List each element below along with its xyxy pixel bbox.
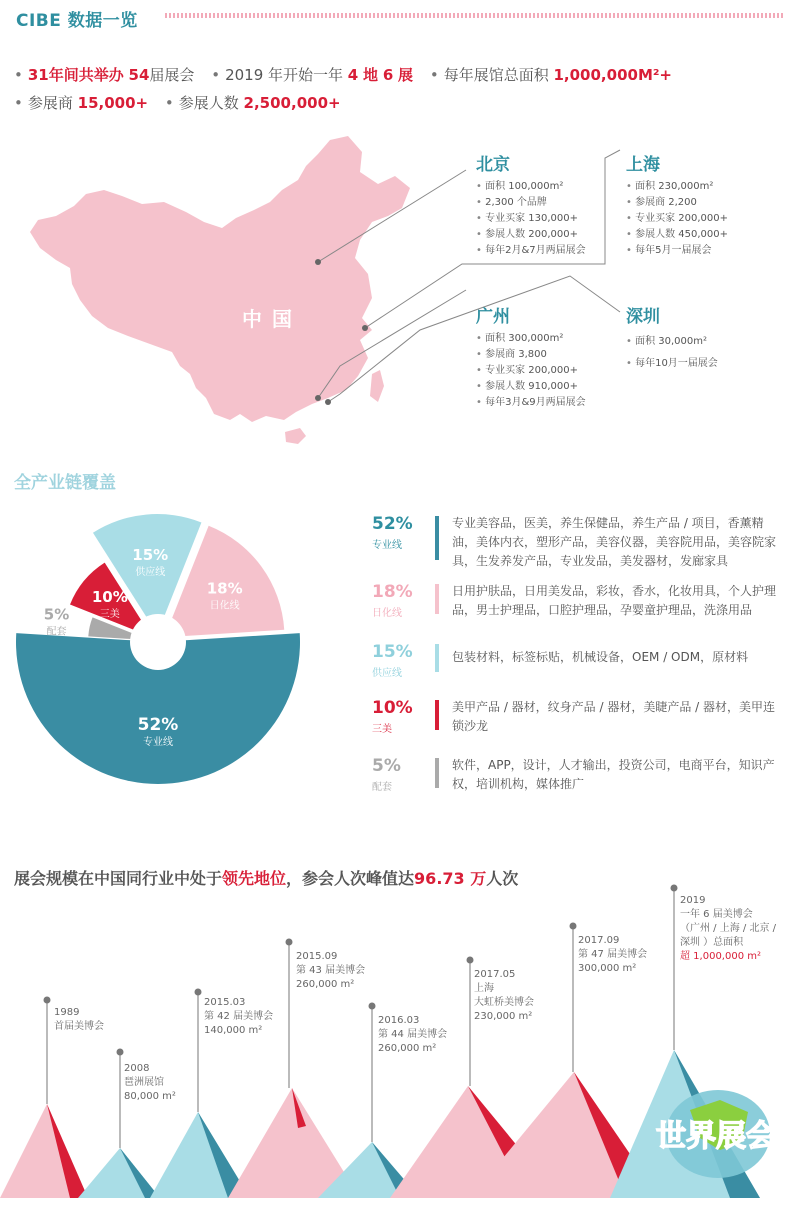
legend-professional-bar	[435, 516, 439, 560]
timeline-event-line: 260,000 m²	[378, 1043, 437, 1054]
city-shenzhen-item: • 面积 30,000m²	[626, 331, 718, 353]
legend-daily	[372, 582, 782, 622]
scale-title-highlight-2: 96.73 万	[414, 869, 487, 888]
city-beijing-item: • 参展人数 200,000+	[476, 227, 586, 243]
stat-2019-cities: 4	[347, 66, 359, 84]
china-map-shape	[30, 136, 410, 422]
timeline-event	[54, 1006, 104, 1034]
stat-years-value: 31	[27, 66, 49, 84]
timeline-pin-dot	[44, 997, 51, 1004]
timeline-event	[296, 950, 365, 992]
timeline-event-line: 260,000 m²	[296, 979, 355, 990]
city-beijing	[476, 150, 586, 259]
legend-daily-desc: 日用护肤品，日用美发品，彩妆，香水，化妆用具，个人护理品，男士护理品，口腔护理品，孕婴童护理品，洗涤用品	[452, 584, 777, 617]
legend-professional-desc: 专业美容品，医美，养生保健品，养生产品 / 项目，香薰精油，美体内衣，塑形产品，美容仪器，美容院用品，美容院家具，生发养发产品，专业发品，美发器材，发廊家具	[452, 516, 777, 568]
map-country-label: 中国	[242, 307, 302, 331]
city-beijing-item: • 2,300 个品牌	[476, 195, 586, 211]
timeline-pin-dot	[570, 923, 577, 930]
legend-three-beauty-name: 三美	[372, 724, 392, 735]
stat-exhibitors-label: 参展商	[27, 94, 73, 112]
city-beijing-item: • 专业买家 130,000+	[476, 211, 586, 227]
city-shanghai-item: • 专业买家 200,000+	[626, 211, 728, 227]
timeline-event-line: 140,000 m²	[204, 1025, 263, 1036]
legend-daily-pct: 18%	[372, 582, 413, 602]
pie-label-daily-name: 日化线	[209, 600, 240, 612]
legend-supply-pct: 15%	[372, 642, 413, 662]
stat-area-label: 每年展馆总面积	[443, 66, 549, 84]
stat-2019-pre: 2019 年开始一年	[225, 66, 344, 84]
shenzhen-dot	[325, 399, 331, 405]
timeline-pin-dot	[117, 1049, 124, 1056]
pie-label-supply-pct: 15%	[132, 545, 169, 564]
timeline-event-line: 第 47 届美博会	[578, 949, 648, 960]
legend-professional-pct: 52%	[372, 514, 413, 534]
legend-daily-bar	[435, 584, 439, 614]
scale-title-mid: ，参会人次峰值达	[286, 869, 415, 888]
timeline-event-line: 一年 6 届美博会	[680, 909, 753, 920]
city-shanghai-name: 上海	[626, 155, 660, 175]
legend-support-name: 配套	[372, 782, 392, 793]
guangzhou-dot	[315, 395, 321, 401]
city-shanghai-item: • 参展商 2,200	[626, 195, 728, 211]
legend-supply-bar	[435, 644, 439, 672]
timeline-event-line: 琶洲展馆	[124, 1077, 164, 1088]
city-guangzhou	[476, 302, 586, 411]
page-title: CIBE 数据一览	[16, 11, 138, 31]
timeline-event-highlight: 超 1,000,000 m²	[680, 951, 762, 962]
shanghai-dot	[362, 325, 368, 331]
stat-exhibitors-value: 15,000+	[77, 94, 149, 112]
timeline-event-date: 1989	[54, 1007, 80, 1018]
timeline-event-date: 2019	[680, 895, 706, 906]
city-shenzhen-item: • 每年10月一届展会	[626, 353, 718, 375]
timeline-event	[578, 934, 647, 976]
pie-label-three-beauty-name: 三美	[99, 609, 120, 621]
timeline-event-date: 2015.09	[296, 951, 338, 962]
timeline-event-line: 大虹桥美博会	[474, 997, 534, 1008]
timeline-event-line: 第 44 届美博会	[378, 1029, 448, 1040]
timeline-event-date: 2017.05	[474, 969, 516, 980]
beijing-dot	[315, 259, 321, 265]
city-guangzhou-name: 广州	[476, 307, 510, 327]
legend-support-bar	[435, 758, 439, 788]
timeline-event-date: 2015.03	[204, 997, 246, 1008]
timeline-event	[680, 894, 776, 964]
hainan-island	[285, 428, 306, 444]
pie-label-professional-name: 专业线	[143, 737, 173, 749]
scale-title-pre: 展会规模在中国同行业中处于	[14, 869, 223, 888]
stat-area-value: 1,000,000M²+	[553, 66, 673, 84]
stat-years-label: 年间共举办	[48, 66, 124, 84]
stats-line-1: • 31年间共举办 54届展会 • 2019 年开始一年 4 地 6 展 • 每年展馆总面积 1,000,000M²+	[14, 66, 673, 84]
pie-label-professional-pct: 52%	[137, 715, 179, 736]
timeline-pin-dot	[467, 957, 474, 964]
stat-2019-mid: 地	[363, 66, 379, 84]
legend-three-beauty	[372, 698, 782, 738]
section-industry-title: 全产业链覆盖	[14, 473, 116, 493]
city-shenzhen	[626, 302, 718, 375]
timeline-event-line: 230,000 m²	[474, 1011, 533, 1022]
city-guangzhou-item: • 专业买家 200,000+	[476, 363, 586, 379]
city-shanghai-item: • 面积 230,000m²	[626, 179, 728, 195]
logo-text: 世界展会	[656, 1119, 776, 1154]
pie-label-three-beauty-pct: 10%	[91, 588, 128, 607]
city-beijing-name: 北京	[476, 155, 510, 175]
timeline-event-line: 首届美博会	[54, 1021, 104, 1032]
legend-three-beauty-desc: 美甲产品 / 器材，纹身产品 / 器材，美睫产品 / 器材，美甲连锁沙龙	[452, 700, 776, 733]
timeline-pin-dot	[286, 939, 293, 946]
stat-2019-shows: 6	[382, 66, 394, 84]
stat-editions-label: 届展会	[149, 66, 195, 84]
timeline-event	[474, 968, 534, 1024]
city-beijing-item: • 面积 100,000m²	[476, 179, 586, 195]
stat-visitors-label: 参展人数	[178, 94, 239, 112]
timeline-pin-dot	[671, 885, 678, 892]
city-shanghai-item: • 每年5月一届展会	[626, 243, 728, 259]
legend-three-beauty-pct: 10%	[372, 698, 413, 718]
timeline-pin-dot	[369, 1003, 376, 1010]
city-shanghai	[626, 150, 728, 259]
timeline-event-line: 80,000 m²	[124, 1091, 176, 1102]
legend-support-pct: 5%	[372, 756, 401, 776]
timeline-event	[378, 1014, 447, 1056]
stat-2019-post: 展	[398, 66, 414, 84]
timeline-event-line: 上海	[474, 983, 494, 994]
timeline-event-line: 深圳 ）总面积	[680, 937, 744, 948]
taiwan-island	[370, 370, 384, 402]
city-shenzhen-name: 深圳	[626, 307, 660, 327]
legend-supply-name: 供应线	[372, 668, 402, 679]
city-guangzhou-item: • 参展商 3,800	[476, 347, 586, 363]
legend-daily-name: 日化线	[372, 608, 402, 619]
pie-label-supply-name: 供应线	[135, 566, 166, 578]
city-guangzhou-item: • 面积 300,000m²	[476, 331, 586, 347]
timeline-event-line: （广州 / 上海 / 北京 /	[680, 923, 777, 934]
city-guangzhou-item: • 参展人数 910,000+	[476, 379, 586, 395]
city-shanghai-item: • 参展人数 450,000+	[626, 227, 728, 243]
legend-professional-name: 专业线	[372, 540, 402, 551]
city-beijing-item: • 每年2月&7月两届展会	[476, 243, 586, 259]
pie-label-daily-pct: 18%	[206, 579, 243, 598]
scale-title-post: 人次	[486, 869, 519, 888]
timeline-event	[204, 996, 273, 1038]
timeline-event-line: 第 43 届美博会	[296, 965, 366, 976]
timeline-event-date: 2016.03	[378, 1015, 420, 1026]
header-divider	[165, 13, 785, 18]
timeline-event-date: 2008	[124, 1063, 150, 1074]
pie-chart	[0, 500, 370, 800]
legend-three-beauty-bar	[435, 700, 439, 730]
timeline-pin-dot	[195, 989, 202, 996]
legend-professional	[372, 514, 782, 574]
pie-center-hole	[130, 614, 186, 670]
timeline-event-line: 300,000 m²	[578, 963, 637, 974]
legend-supply	[372, 642, 782, 682]
pie-label-support-name: 配套	[46, 626, 67, 638]
legend-support-desc: 软件，APP，设计，人才输出，投资公司，电商平台，知识产权，培训机构，媒体推广	[452, 758, 775, 791]
stats-line-2: • 参展商 15,000+ • 参展人数 2,500,000+	[14, 94, 341, 112]
timeline-event-line: 第 42 届美博会	[204, 1011, 274, 1022]
city-guangzhou-item: • 每年3月&9月两届展会	[476, 395, 586, 411]
stat-visitors-value: 2,500,000+	[243, 94, 341, 112]
timeline-event	[124, 1062, 176, 1104]
stat-editions-value: 54	[128, 66, 150, 84]
timeline-event-date: 2017.09	[578, 935, 620, 946]
legend-supply-desc: 包装材料，标签标贴，机械设备，OEM / ODM，原材料	[452, 650, 749, 664]
pie-label-support-pct: 5%	[43, 605, 70, 624]
legend-support	[372, 756, 782, 796]
scale-title-highlight-1: 领先地位	[222, 869, 287, 888]
